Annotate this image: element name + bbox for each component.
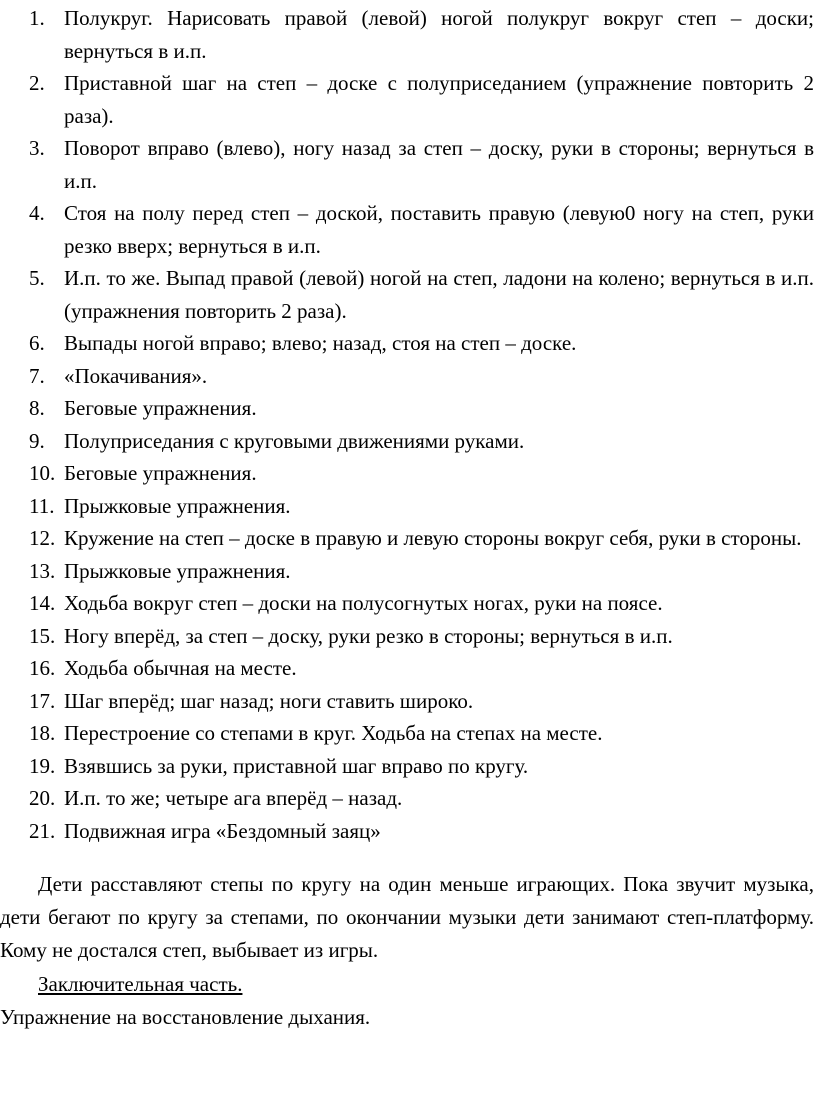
- list-item: [0, 360, 816, 393]
- list-item: [0, 620, 816, 653]
- item-number: 6.: [29, 331, 45, 355]
- item-text: Ходьба обычная на месте.: [64, 656, 297, 680]
- item-number: 16.: [29, 656, 56, 680]
- list-item: [0, 262, 816, 327]
- list-item: [0, 327, 816, 360]
- exercise-list: [0, 2, 816, 847]
- item-number: 12.: [29, 526, 56, 550]
- item-text: Кружение на степ – доске в правую и левую стороны вокруг себя, руки в стороны.: [64, 526, 802, 550]
- item-number: 5.: [29, 266, 45, 290]
- item-text: Ходьба вокруг степ – доски на полусогнутых ногах, руки на поясе.: [64, 591, 663, 615]
- item-number: 21.: [29, 818, 56, 843]
- item-text: Стоя на полу перед степ – доской, поставить правую (левую0 ногу на степ, руки резко вверх; вернуться в и.п.: [64, 201, 814, 258]
- item-text: Выпады ногой вправо; влево; назад, стоя на степ – доске.: [64, 331, 577, 355]
- item-number: 19.: [29, 753, 56, 778]
- item-text: Шаг вперёд; шаг назад; ноги ставить широко.: [64, 688, 474, 713]
- item-text: Прыжковые упражнения.: [64, 493, 291, 518]
- item-text: Прыжковые упражнения.: [64, 558, 291, 583]
- item-number: 10.: [29, 461, 56, 485]
- item-number: 4.: [29, 201, 45, 225]
- list-item: [0, 652, 816, 685]
- list-item: [0, 392, 816, 425]
- list-item: [0, 717, 816, 750]
- list-item: [0, 425, 816, 458]
- item-text: Полукруг. Нарисовать правой (левой) ногой полукруг вокруг степ – доски; вернуться в и.п.: [64, 6, 814, 63]
- item-text: И.п. то же; четыре ага вперёд – назад.: [64, 786, 403, 810]
- item-text: Ногу вперёд, за степ – доску, руки резко в стороны; вернуться в и.п.: [64, 623, 673, 648]
- item-text: Подвижная игра «Бездомный заяц»: [64, 818, 381, 843]
- item-number: 9.: [29, 428, 45, 453]
- game-description: Дети расставляют степы по кругу на один меньше играющих. Пока звучит музыка, дети бегают по кругу за степами, по окончании музыки дети занимают степ-платформу. Кому не достался степ, выбывает из игры.: [0, 872, 814, 962]
- item-number: 3.: [29, 136, 45, 160]
- list-item: [0, 587, 816, 620]
- item-text: Взявшись за руки, приставной шаг вправо по кругу.: [64, 753, 529, 778]
- item-number: 7.: [29, 363, 45, 388]
- list-item: [0, 815, 816, 848]
- list-item: [0, 685, 816, 718]
- item-number: 8.: [29, 396, 45, 420]
- list-item: [0, 750, 816, 783]
- list-item: [0, 67, 816, 132]
- item-number: 20.: [29, 786, 56, 810]
- list-item: [0, 457, 816, 490]
- item-text: И.п. то же. Выпад правой (левой) ногой на степ, ладони на колено; вернуться в и.п. (упражнения повторить 2 раза).: [64, 266, 814, 323]
- final-part-heading: Заключительная часть.: [38, 972, 243, 996]
- item-number: 11.: [29, 493, 55, 518]
- list-item: [0, 555, 816, 588]
- item-number: 15.: [29, 623, 56, 648]
- item-number: 1.: [29, 6, 45, 30]
- list-item: [0, 197, 816, 262]
- list-item: [0, 782, 816, 815]
- list-item: [0, 2, 816, 67]
- list-item: [0, 132, 816, 197]
- item-text: Полуприседания с круговыми движениями руками.: [64, 428, 525, 453]
- list-item: [0, 522, 816, 555]
- item-text: «Покачивания».: [64, 363, 208, 388]
- item-number: 2.: [29, 71, 45, 95]
- item-text: Поворот вправо (влево), ногу назад за степ – доску, руки в стороны; вернуться в и.п.: [64, 136, 814, 193]
- item-text: Приставной шаг на степ – доске с полуприседанием (упражнение повторить 2 раза).: [64, 71, 814, 128]
- item-number: 17.: [29, 688, 56, 713]
- item-text: Беговые упражнения.: [64, 461, 257, 485]
- list-item: [0, 490, 816, 523]
- item-number: 18.: [29, 721, 56, 745]
- item-text: Беговые упражнения.: [64, 396, 257, 420]
- item-number: 14.: [29, 591, 56, 615]
- item-text: Перестроение со степами в круг. Ходьба на степах на месте.: [64, 721, 603, 745]
- item-number: 13.: [29, 558, 56, 583]
- final-part-text: Упражнение на восстановление дыхания.: [0, 1005, 371, 1029]
